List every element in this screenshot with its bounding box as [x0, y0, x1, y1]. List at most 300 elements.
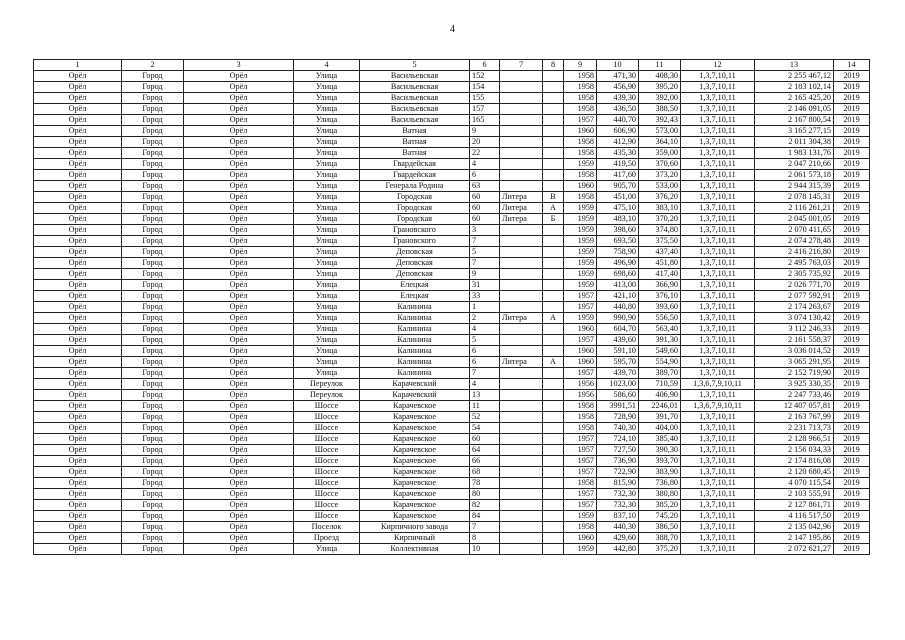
cell-building-letter — [543, 236, 564, 247]
cell-living-area: 364,10 — [639, 137, 681, 148]
cell-building-letter: А — [543, 357, 564, 368]
cell-year-built: 1958 — [564, 478, 597, 489]
cell-house-number: 154 — [470, 82, 500, 93]
cell-street-type: Улица — [294, 170, 360, 181]
column-header-4: 4 — [294, 60, 360, 71]
table-row — [34, 148, 870, 159]
cell-living-area: 408,30 — [639, 71, 681, 82]
cell-cost: 2 416 216,80 — [755, 247, 834, 258]
cell-house-number: 7 — [470, 236, 500, 247]
cell-municipality: Орёл — [184, 324, 294, 335]
cell-building-letter — [543, 247, 564, 258]
cell-street-type: Шоссе — [294, 489, 360, 500]
cell-settlement-type: Город — [122, 511, 184, 522]
cell-settlement-type: Город — [122, 346, 184, 357]
cell-year-planned: 2019 — [834, 93, 870, 104]
cell-cost: 2 072 621,27 — [755, 544, 834, 555]
cell-building-letter — [543, 390, 564, 401]
cell-total-area: 736,90 — [597, 456, 639, 467]
cell-municipality: Орёл — [184, 390, 294, 401]
cell-total-area: 419,50 — [597, 159, 639, 170]
cell-settlement: Орёл — [34, 291, 122, 302]
cell-settlement: Орёл — [34, 159, 122, 170]
cell-municipality: Орёл — [184, 137, 294, 148]
cell-work-types: 1,3,7,10,11 — [681, 456, 755, 467]
cell-municipality: Орёл — [184, 280, 294, 291]
cell-total-area: 758,90 — [597, 247, 639, 258]
cell-settlement: Орёл — [34, 181, 122, 192]
column-header-2: 2 — [122, 60, 184, 71]
cell-settlement-type: Город — [122, 269, 184, 280]
cell-building-letter-label — [500, 324, 543, 335]
cell-street-name: Городская — [360, 192, 470, 203]
cell-year-planned: 2019 — [834, 313, 870, 324]
cell-year-planned: 2019 — [834, 82, 870, 93]
cell-living-area: 745,20 — [639, 511, 681, 522]
cell-building-letter-label — [500, 280, 543, 291]
cell-year-built: 1959 — [564, 313, 597, 324]
cell-total-area: 732,30 — [597, 500, 639, 511]
cell-total-area: 732,30 — [597, 489, 639, 500]
cell-year-built: 1957 — [564, 115, 597, 126]
cell-cost: 2 152 719,90 — [755, 368, 834, 379]
cell-settlement: Орёл — [34, 236, 122, 247]
cell-total-area: 815,90 — [597, 478, 639, 489]
cell-building-letter-label — [500, 478, 543, 489]
cell-year-built: 1959 — [564, 258, 597, 269]
cell-cost: 2 026 771,70 — [755, 280, 834, 291]
cell-street-type: Улица — [294, 137, 360, 148]
cell-year-planned: 2019 — [834, 379, 870, 390]
cell-work-types: 1,3,7,10,11 — [681, 148, 755, 159]
cell-total-area: 439,30 — [597, 93, 639, 104]
cell-work-types: 1,3,7,10,11 — [681, 181, 755, 192]
cell-total-area: 456,90 — [597, 82, 639, 93]
cell-cost: 2 255 467,12 — [755, 71, 834, 82]
cell-municipality: Орёл — [184, 313, 294, 324]
cell-year-planned: 2019 — [834, 258, 870, 269]
cell-building-letter — [543, 159, 564, 170]
cell-house-number: 165 — [470, 115, 500, 126]
cell-street-name: Грановского — [360, 236, 470, 247]
cell-living-area: 391,30 — [639, 335, 681, 346]
cell-building-letter-label — [500, 346, 543, 357]
cell-cost: 2 305 735,92 — [755, 269, 834, 280]
cell-settlement: Орёл — [34, 489, 122, 500]
cell-year-planned: 2019 — [834, 137, 870, 148]
cell-year-planned: 2019 — [834, 71, 870, 82]
cell-building-letter-label — [500, 170, 543, 181]
cell-work-types: 1,3,7,10,11 — [681, 467, 755, 478]
cell-building-letter-label: Литера — [500, 192, 543, 203]
cell-building-letter-label — [500, 456, 543, 467]
table-row — [34, 93, 870, 104]
cell-street-name: Калинина — [360, 324, 470, 335]
cell-cost: 2 147 195,86 — [755, 533, 834, 544]
cell-municipality: Орёл — [184, 522, 294, 533]
cell-year-planned: 2019 — [834, 148, 870, 159]
cell-municipality: Орёл — [184, 203, 294, 214]
cell-municipality: Орёл — [184, 346, 294, 357]
cell-building-letter-label — [500, 379, 543, 390]
cell-municipality: Орёл — [184, 357, 294, 368]
cell-total-area: 905,70 — [597, 181, 639, 192]
cell-cost: 3 065 291,95 — [755, 357, 834, 368]
cell-municipality: Орёл — [184, 456, 294, 467]
cell-street-name: Коллективная — [360, 544, 470, 555]
cell-living-area: 451,80 — [639, 258, 681, 269]
cell-living-area: 404,00 — [639, 423, 681, 434]
cell-building-letter — [543, 225, 564, 236]
cell-year-built: 1960 — [564, 346, 597, 357]
cell-work-types: 1,3,7,10,11 — [681, 126, 755, 137]
cell-settlement-type: Город — [122, 82, 184, 93]
cell-building-letter-label — [500, 489, 543, 500]
cell-living-area: 437,40 — [639, 247, 681, 258]
cell-living-area: 385,40 — [639, 434, 681, 445]
cell-street-type: Улица — [294, 159, 360, 170]
cell-building-letter — [543, 82, 564, 93]
cell-building-letter — [543, 456, 564, 467]
cell-building-letter: В — [543, 192, 564, 203]
cell-total-area: 451,00 — [597, 192, 639, 203]
cell-work-types: 1,3,7,10,11 — [681, 170, 755, 181]
cell-year-planned: 2019 — [834, 192, 870, 203]
cell-settlement: Орёл — [34, 148, 122, 159]
table-row — [34, 533, 870, 544]
cell-house-number: 7 — [470, 368, 500, 379]
cell-work-types: 1,3,7,10,11 — [681, 313, 755, 324]
cell-year-built: 1957 — [564, 302, 597, 313]
cell-house-number: 63 — [470, 181, 500, 192]
cell-living-area: 393,70 — [639, 456, 681, 467]
cell-house-number: 157 — [470, 104, 500, 115]
cell-house-number: 5 — [470, 247, 500, 258]
cell-work-types: 1,3,7,10,11 — [681, 412, 755, 423]
cell-total-area: 440,70 — [597, 115, 639, 126]
cell-year-planned: 2019 — [834, 467, 870, 478]
cell-year-built: 1957 — [564, 467, 597, 478]
cell-settlement-type: Город — [122, 225, 184, 236]
cell-settlement-type: Город — [122, 302, 184, 313]
column-header-9: 9 — [564, 60, 597, 71]
cell-municipality: Орёл — [184, 170, 294, 181]
cell-cost: 2 127 861,71 — [755, 500, 834, 511]
cell-settlement: Орёл — [34, 170, 122, 181]
cell-settlement-type: Город — [122, 313, 184, 324]
cell-cost: 2 103 555,91 — [755, 489, 834, 500]
cell-living-area: 2246,01 — [639, 401, 681, 412]
cell-street-name: Карачевское — [360, 467, 470, 478]
cell-street-name: Карачевское — [360, 434, 470, 445]
cell-year-planned: 2019 — [834, 500, 870, 511]
cell-settlement: Орёл — [34, 445, 122, 456]
cell-house-number: 31 — [470, 280, 500, 291]
cell-settlement: Орёл — [34, 434, 122, 445]
cell-settlement: Орёл — [34, 379, 122, 390]
cell-settlement-type: Город — [122, 522, 184, 533]
cell-building-letter-label — [500, 412, 543, 423]
cell-settlement: Орёл — [34, 192, 122, 203]
cell-year-built: 1958 — [564, 412, 597, 423]
cell-living-area: 406,90 — [639, 390, 681, 401]
cell-year-built: 1959 — [564, 511, 597, 522]
cell-street-type: Шоссе — [294, 412, 360, 423]
cell-total-area: 475,10 — [597, 203, 639, 214]
cell-street-type: Переулок — [294, 379, 360, 390]
cell-living-area: 549,60 — [639, 346, 681, 357]
cell-municipality: Орёл — [184, 82, 294, 93]
cell-living-area: 359,00 — [639, 148, 681, 159]
cell-building-letter — [543, 522, 564, 533]
column-header-12: 12 — [681, 60, 755, 71]
cell-street-name: Калинина — [360, 368, 470, 379]
cell-house-number: 7 — [470, 258, 500, 269]
cell-living-area: 374,80 — [639, 225, 681, 236]
cell-building-letter — [543, 269, 564, 280]
cell-settlement: Орёл — [34, 137, 122, 148]
cell-building-letter — [543, 258, 564, 269]
cell-house-number: 9 — [470, 269, 500, 280]
cell-municipality: Орёл — [184, 500, 294, 511]
cell-settlement-type: Город — [122, 291, 184, 302]
cell-street-name: Ватная — [360, 137, 470, 148]
cell-year-planned: 2019 — [834, 346, 870, 357]
cell-year-planned: 2019 — [834, 203, 870, 214]
cell-living-area: 373,20 — [639, 170, 681, 181]
cell-work-types: 1,3,7,10,11 — [681, 434, 755, 445]
cell-street-type: Улица — [294, 82, 360, 93]
cell-house-number: 78 — [470, 478, 500, 489]
cell-building-letter-label — [500, 236, 543, 247]
cell-settlement: Орёл — [34, 93, 122, 104]
cell-street-name: Грановского — [360, 225, 470, 236]
cell-year-built: 1960 — [564, 533, 597, 544]
cell-settlement: Орёл — [34, 368, 122, 379]
cell-settlement-type: Город — [122, 335, 184, 346]
cell-building-letter-label — [500, 225, 543, 236]
cell-settlement-type: Город — [122, 489, 184, 500]
cell-year-built: 1960 — [564, 357, 597, 368]
cell-street-type: Улица — [294, 324, 360, 335]
cell-street-name: Карачевское — [360, 500, 470, 511]
cell-year-built: 1957 — [564, 500, 597, 511]
cell-work-types: 1,3,7,10,11 — [681, 247, 755, 258]
cell-settlement: Орёл — [34, 280, 122, 291]
cell-work-types: 1,3,7,10,11 — [681, 203, 755, 214]
cell-house-number: 6 — [470, 346, 500, 357]
cell-building-letter-label — [500, 126, 543, 137]
cell-building-letter-label — [500, 533, 543, 544]
cell-house-number: 4 — [470, 159, 500, 170]
cell-house-number: 22 — [470, 148, 500, 159]
cell-settlement: Орёл — [34, 423, 122, 434]
cell-year-built: 1959 — [564, 247, 597, 258]
cell-street-type: Улица — [294, 93, 360, 104]
cell-year-planned: 2019 — [834, 544, 870, 555]
cell-settlement: Орёл — [34, 104, 122, 115]
cell-living-area: 554,90 — [639, 357, 681, 368]
cell-street-name: Гвардейская — [360, 159, 470, 170]
cell-living-area: 556,50 — [639, 313, 681, 324]
cell-street-name: Деповская — [360, 247, 470, 258]
table-row — [34, 423, 870, 434]
table-row — [34, 225, 870, 236]
table-body — [34, 71, 870, 555]
cell-building-letter — [543, 346, 564, 357]
table-row — [34, 544, 870, 555]
cell-house-number: 20 — [470, 137, 500, 148]
cell-settlement: Орёл — [34, 467, 122, 478]
cell-year-planned: 2019 — [834, 247, 870, 258]
cell-building-letter — [543, 115, 564, 126]
cell-building-letter-label — [500, 335, 543, 346]
cell-building-letter — [543, 379, 564, 390]
cell-work-types: 1,3,7,10,11 — [681, 500, 755, 511]
cell-year-built: 1958 — [564, 423, 597, 434]
cell-work-types: 1,3,7,10,11 — [681, 445, 755, 456]
cell-year-built: 1958 — [564, 104, 597, 115]
cell-cost: 2 047 210,66 — [755, 159, 834, 170]
cell-work-types: 1,3,7,10,11 — [681, 511, 755, 522]
cell-building-letter — [543, 544, 564, 555]
table-row — [34, 71, 870, 82]
cell-cost: 2 183 102,14 — [755, 82, 834, 93]
table-row — [34, 236, 870, 247]
table-row — [34, 434, 870, 445]
cell-settlement-type: Город — [122, 357, 184, 368]
table-row — [34, 137, 870, 148]
cell-building-letter — [543, 324, 564, 335]
cell-year-built: 1958 — [564, 137, 597, 148]
cell-settlement: Орёл — [34, 544, 122, 555]
cell-year-planned: 2019 — [834, 456, 870, 467]
cell-living-area: 573,00 — [639, 126, 681, 137]
cell-year-built: 1959 — [564, 225, 597, 236]
cell-settlement: Орёл — [34, 533, 122, 544]
cell-year-planned: 2019 — [834, 478, 870, 489]
cell-total-area: 442,80 — [597, 544, 639, 555]
cell-street-name: Елецкая — [360, 291, 470, 302]
cell-street-type: Улица — [294, 302, 360, 313]
cell-municipality: Орёл — [184, 181, 294, 192]
cell-total-area: 417,60 — [597, 170, 639, 181]
cell-building-letter-label — [500, 522, 543, 533]
cell-year-built: 1958 — [564, 170, 597, 181]
cell-living-area: 376,10 — [639, 291, 681, 302]
cell-work-types: 1,3,7,10,11 — [681, 192, 755, 203]
cell-municipality: Орёл — [184, 225, 294, 236]
cell-settlement-type: Город — [122, 236, 184, 247]
cell-settlement-type: Город — [122, 401, 184, 412]
cell-municipality: Орёл — [184, 368, 294, 379]
cell-street-type: Улица — [294, 247, 360, 258]
cell-year-built: 1958 — [564, 93, 597, 104]
cell-living-area: 383,10 — [639, 203, 681, 214]
cell-year-planned: 2019 — [834, 412, 870, 423]
cell-work-types: 1,3,7,10,11 — [681, 489, 755, 500]
cell-total-area: 724,10 — [597, 434, 639, 445]
cell-municipality: Орёл — [184, 445, 294, 456]
cell-year-planned: 2019 — [834, 269, 870, 280]
cell-living-area: 736,80 — [639, 478, 681, 489]
cell-building-letter — [543, 335, 564, 346]
cell-building-letter-label — [500, 258, 543, 269]
cell-settlement: Орёл — [34, 357, 122, 368]
cell-year-planned: 2019 — [834, 302, 870, 313]
cell-building-letter — [543, 126, 564, 137]
cell-settlement: Орёл — [34, 522, 122, 533]
cell-street-name: Калинина — [360, 335, 470, 346]
cell-living-area: 563,40 — [639, 324, 681, 335]
cell-municipality: Орёл — [184, 489, 294, 500]
cell-work-types: 1,3,7,10,11 — [681, 82, 755, 93]
cell-building-letter-label: Литера — [500, 313, 543, 324]
cell-house-number: 152 — [470, 71, 500, 82]
cell-settlement-type: Город — [122, 181, 184, 192]
table-row — [34, 511, 870, 522]
cell-street-name: Гвардейская — [360, 170, 470, 181]
cell-building-letter-label — [500, 544, 543, 555]
cell-total-area: 439,70 — [597, 368, 639, 379]
cell-street-type: Улица — [294, 192, 360, 203]
cell-work-types: 1,3,7,10,11 — [681, 478, 755, 489]
cell-municipality: Орёл — [184, 379, 294, 390]
table-row — [34, 126, 870, 137]
cell-living-area: 392,43 — [639, 115, 681, 126]
cell-settlement: Орёл — [34, 203, 122, 214]
cell-year-built: 1959 — [564, 214, 597, 225]
cell-street-type: Улица — [294, 126, 360, 137]
cell-cost: 3 074 130,42 — [755, 313, 834, 324]
cell-living-area: 370,60 — [639, 159, 681, 170]
cell-building-letter — [543, 445, 564, 456]
cell-work-types: 1,3,7,10,11 — [681, 346, 755, 357]
cell-building-letter: Б — [543, 214, 564, 225]
cell-work-types: 1,3,7,10,11 — [681, 324, 755, 335]
cell-settlement: Орёл — [34, 390, 122, 401]
cell-street-name: Кирпичный — [360, 533, 470, 544]
cell-municipality: Орёл — [184, 258, 294, 269]
cell-house-number: 8 — [470, 533, 500, 544]
cell-year-planned: 2019 — [834, 324, 870, 335]
cell-municipality: Орёл — [184, 544, 294, 555]
cell-cost: 2 174 816,08 — [755, 456, 834, 467]
cell-building-letter-label — [500, 269, 543, 280]
cell-street-name: Карачевский — [360, 379, 470, 390]
cell-cost: 2 128 966,51 — [755, 434, 834, 445]
table-row — [34, 170, 870, 181]
cell-cost: 3 036 014,52 — [755, 346, 834, 357]
cell-building-letter-label — [500, 71, 543, 82]
cell-year-built: 1957 — [564, 291, 597, 302]
cell-street-type: Улица — [294, 291, 360, 302]
cell-total-area: 440,30 — [597, 522, 639, 533]
cell-total-area: 606,90 — [597, 126, 639, 137]
cell-building-letter-label — [500, 137, 543, 148]
cell-living-area: 391,70 — [639, 412, 681, 423]
table-row — [34, 390, 870, 401]
cell-year-planned: 2019 — [834, 368, 870, 379]
cell-street-name: Васильевская — [360, 104, 470, 115]
cell-total-area: 435,30 — [597, 148, 639, 159]
cell-settlement-type: Город — [122, 192, 184, 203]
cell-street-name: Карачевское — [360, 445, 470, 456]
cell-municipality: Орёл — [184, 434, 294, 445]
cell-year-planned: 2019 — [834, 291, 870, 302]
cell-street-name: Карачевское — [360, 456, 470, 467]
cell-year-planned: 2019 — [834, 522, 870, 533]
